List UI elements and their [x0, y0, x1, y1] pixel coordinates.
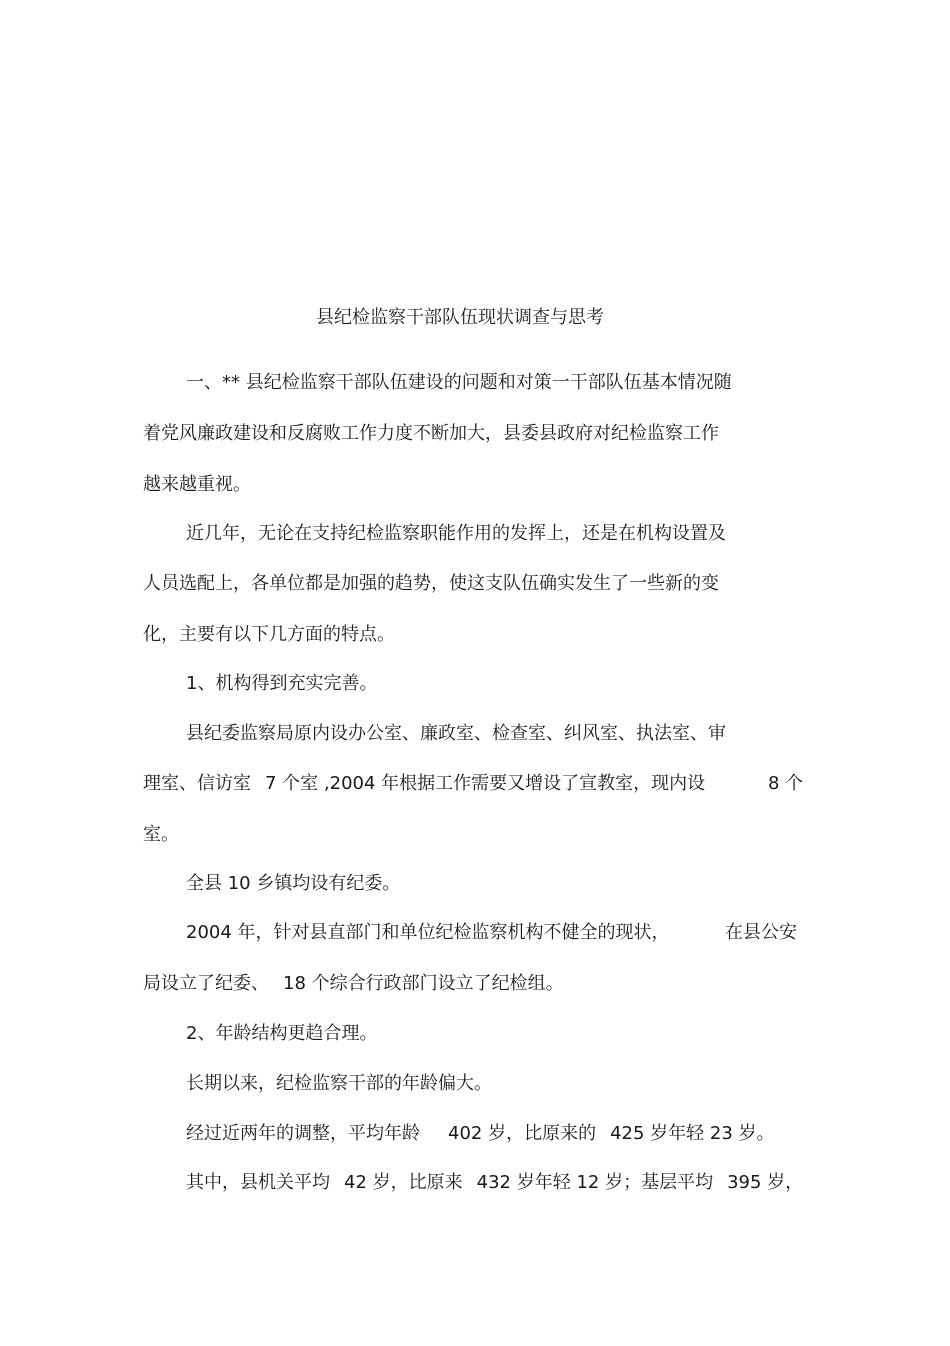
- text-segment: 在县公安: [725, 922, 797, 943]
- text-segment: 局设立了纪委、: [143, 973, 269, 994]
- text-segment: 432 岁年轻 12 岁；基层平均: [476, 1172, 714, 1193]
- text-segment: 其中，县机关平均: [186, 1172, 330, 1193]
- text-line: 越来越重视。: [143, 474, 251, 495]
- text-segment: 425 岁年轻 23 岁。: [610, 1123, 775, 1144]
- text-segment: 402 岁，比原来的: [448, 1123, 597, 1144]
- document-title: 县纪检监察干部队伍现状调查与思考: [316, 307, 604, 328]
- text-line: 着党风廉政建设和反腐败工作力度不断加大，县委县政府对纪检监察工作: [143, 423, 719, 444]
- text-segment: 理室、信访室: [143, 773, 251, 794]
- text-line: [186, 1170, 803, 1196]
- text-line: 一、** 县纪检监察干部队伍建设的问题和对策一干部队伍基本情况随: [186, 372, 732, 393]
- text-line: 近几年，无论在支持纪检监察职能作用的发挥上，还是在机构设置及: [186, 523, 726, 544]
- text-line: 化，主要有以下几方面的特点。: [143, 624, 395, 645]
- text-segment: 395 岁，: [727, 1172, 804, 1193]
- text-segment: 42 岁，比原来: [344, 1172, 463, 1193]
- text-segment: 2004 年，针对县直部门和单位纪检监察机构不健全的现状，: [186, 922, 670, 943]
- section-heading: 2、年龄结构更趋合理。: [186, 1023, 378, 1044]
- text-line: 室。: [143, 824, 179, 845]
- text-segment: 8 个: [768, 773, 804, 794]
- text-line: 县纪委监察局原内设办公室、廉政室、检查室、纠风室、执法室、审: [186, 723, 726, 744]
- text-line: 全县 10 乡镇均设有纪委。: [186, 873, 401, 894]
- text-line: [186, 1121, 775, 1147]
- text-segment: 7 个室 ,2004 年根据工作需要又增设了宣教室，现内设: [265, 773, 706, 794]
- section-heading: 1、机构得到充实完善。: [186, 673, 378, 694]
- text-line: 长期以来，纪检监察干部的年龄偏大。: [186, 1073, 492, 1094]
- text-segment: 经过近两年的调整，平均年龄: [186, 1123, 420, 1144]
- text-line: 人员选配上，各单位都是加强的趋势，使这支队伍确实发生了一些新的变: [143, 573, 719, 594]
- text-line: [143, 971, 564, 997]
- text-line: [143, 771, 705, 797]
- text-segment: 18 个综合行政部门设立了纪检组。: [283, 973, 564, 994]
